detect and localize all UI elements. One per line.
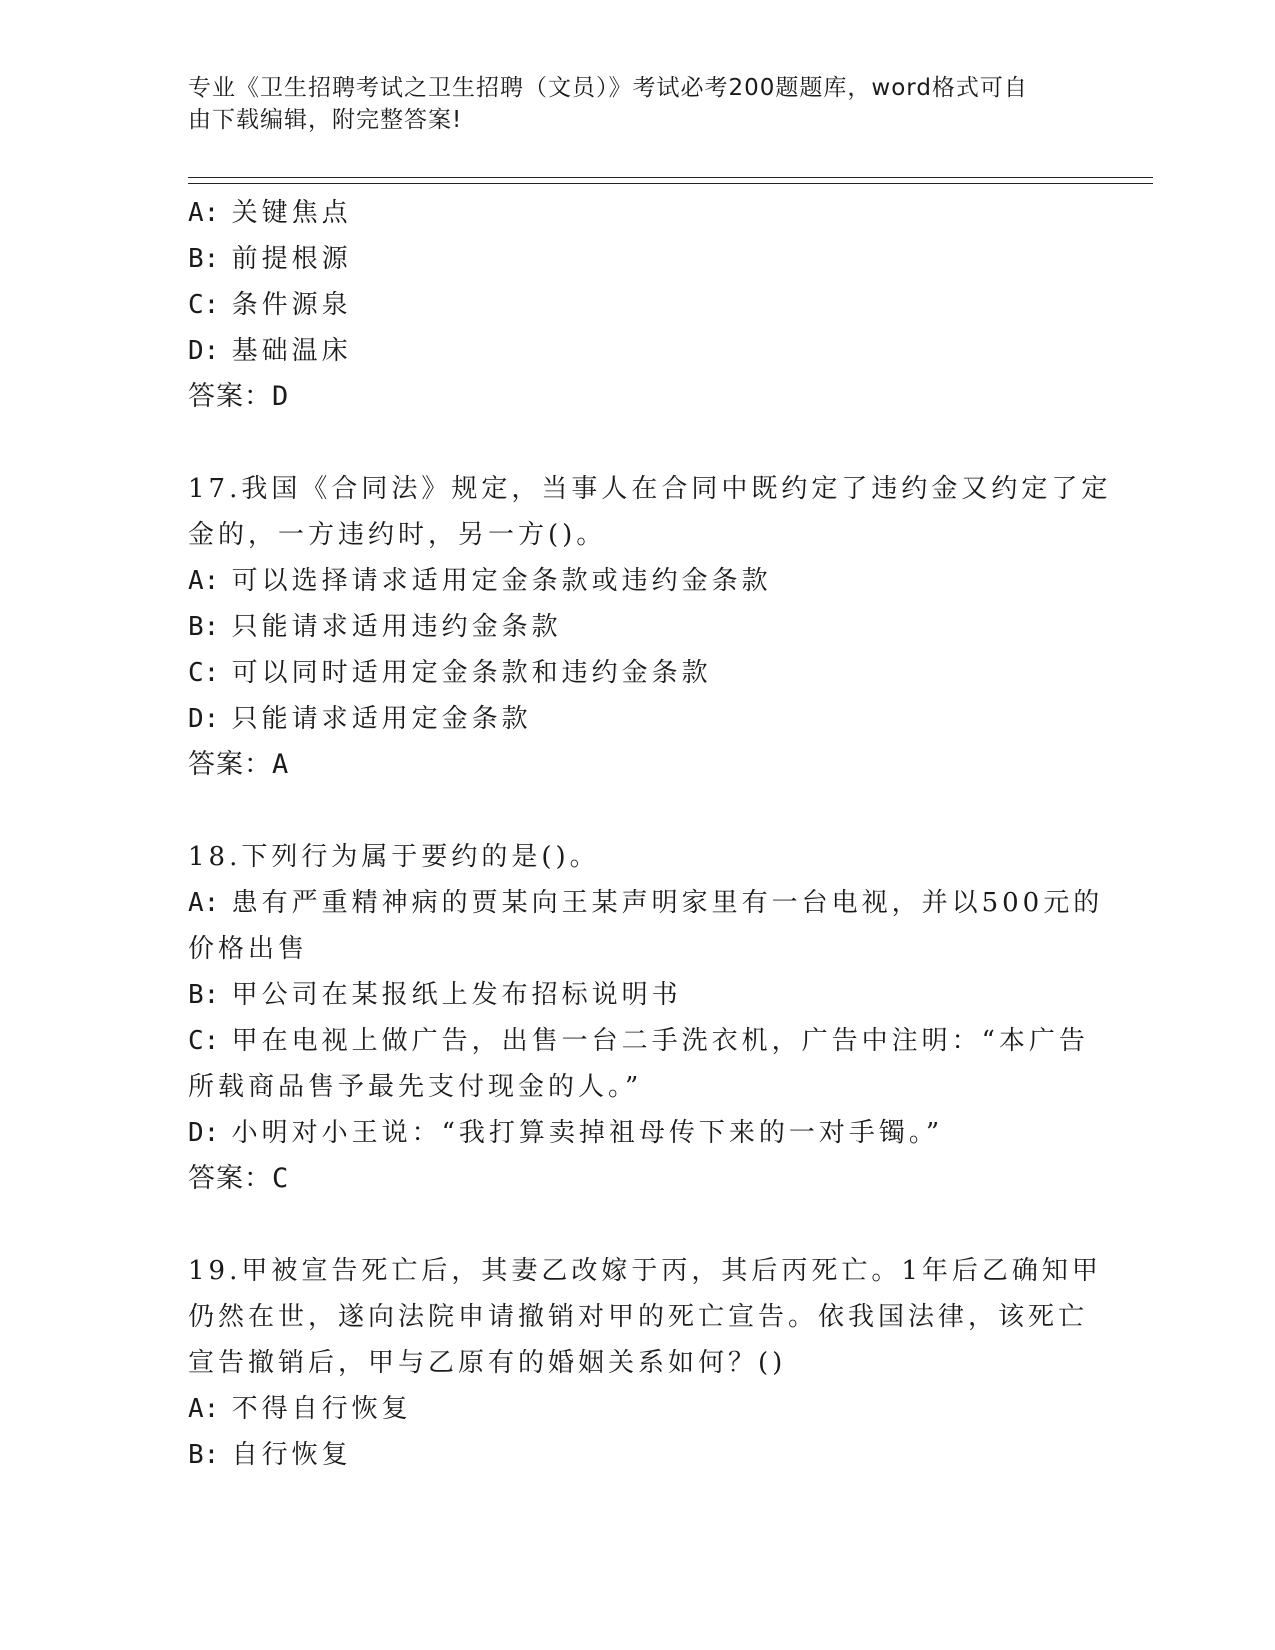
document-header	[188, 72, 1088, 136]
header-title-line-2: 由下载编辑，附完整答案!	[188, 107, 463, 133]
answer-line: 答案：C	[188, 1163, 290, 1194]
question-stem-cont: 宣告撤销后，甲与乙原有的婚姻关系如何？()	[188, 1348, 787, 1378]
answer-line: 答案：A	[188, 749, 290, 780]
option-c: C: 可以同时适用定金条款和违约金条款	[188, 658, 712, 688]
question-17	[188, 466, 1112, 788]
question-19	[188, 1248, 1102, 1478]
option-b: B: 只能请求适用违约金条款	[188, 612, 562, 642]
question-list	[188, 190, 1112, 1478]
question-stem-cont: 金的，一方违约时，另一方()。	[188, 520, 607, 550]
option-b: B: 自行恢复	[188, 1440, 352, 1470]
option-a: A: 可以选择请求适用定金条款或违约金条款	[188, 566, 772, 596]
option-b: B: 甲公司在某报纸上发布招标说明书	[188, 980, 682, 1010]
question-18	[188, 834, 1104, 1202]
option-a: A: 不得自行恢复	[188, 1394, 412, 1424]
question-stem: 19.甲被宣告死亡后，其妻乙改嫁于丙，其后丙死亡。1年后乙确知甲	[188, 1256, 1102, 1286]
question-16-options	[188, 190, 1088, 420]
option-d: D: 小明对小王说：“我打算卖掉祖母传下来的一对手镯。”	[188, 1118, 944, 1148]
question-stem: 18.下列行为属于要约的是()。	[188, 842, 600, 872]
header-rule-bottom	[188, 183, 1153, 184]
question-stem: 17.我国《合同法》规定，当事人在合同中既约定了违约金又约定了定	[188, 474, 1112, 504]
option-a: A: 患有严重精神病的贾某向王某声明家里有一台电视，并以500元的	[188, 888, 1104, 918]
option-a-cont: 价格出售	[188, 934, 309, 964]
header-rule-top	[188, 177, 1153, 178]
option-c-cont: 所载商品售予最先支付现金的人。”	[188, 1072, 643, 1102]
option-d: D: 只能请求适用定金条款	[188, 704, 532, 734]
question-stem-cont: 仍然在世，遂向法院申请撤销对甲的死亡宣告。依我国法律，该死亡	[188, 1302, 1089, 1332]
header-title-line-1: 专业《卫生招聘考试之卫生招聘（文员）》考试必考200题题库，word格式可自	[188, 75, 1028, 101]
answer-line: 答案：D	[188, 381, 290, 412]
option-c: C: 条件源泉	[188, 290, 352, 320]
option-a: A: 关键焦点	[188, 198, 352, 228]
option-d: D: 基础温床	[188, 336, 352, 366]
option-c: C: 甲在电视上做广告，出售一台二手洗衣机，广告中注明：“本广告	[188, 1026, 1089, 1056]
option-b: B: 前提根源	[188, 244, 352, 274]
